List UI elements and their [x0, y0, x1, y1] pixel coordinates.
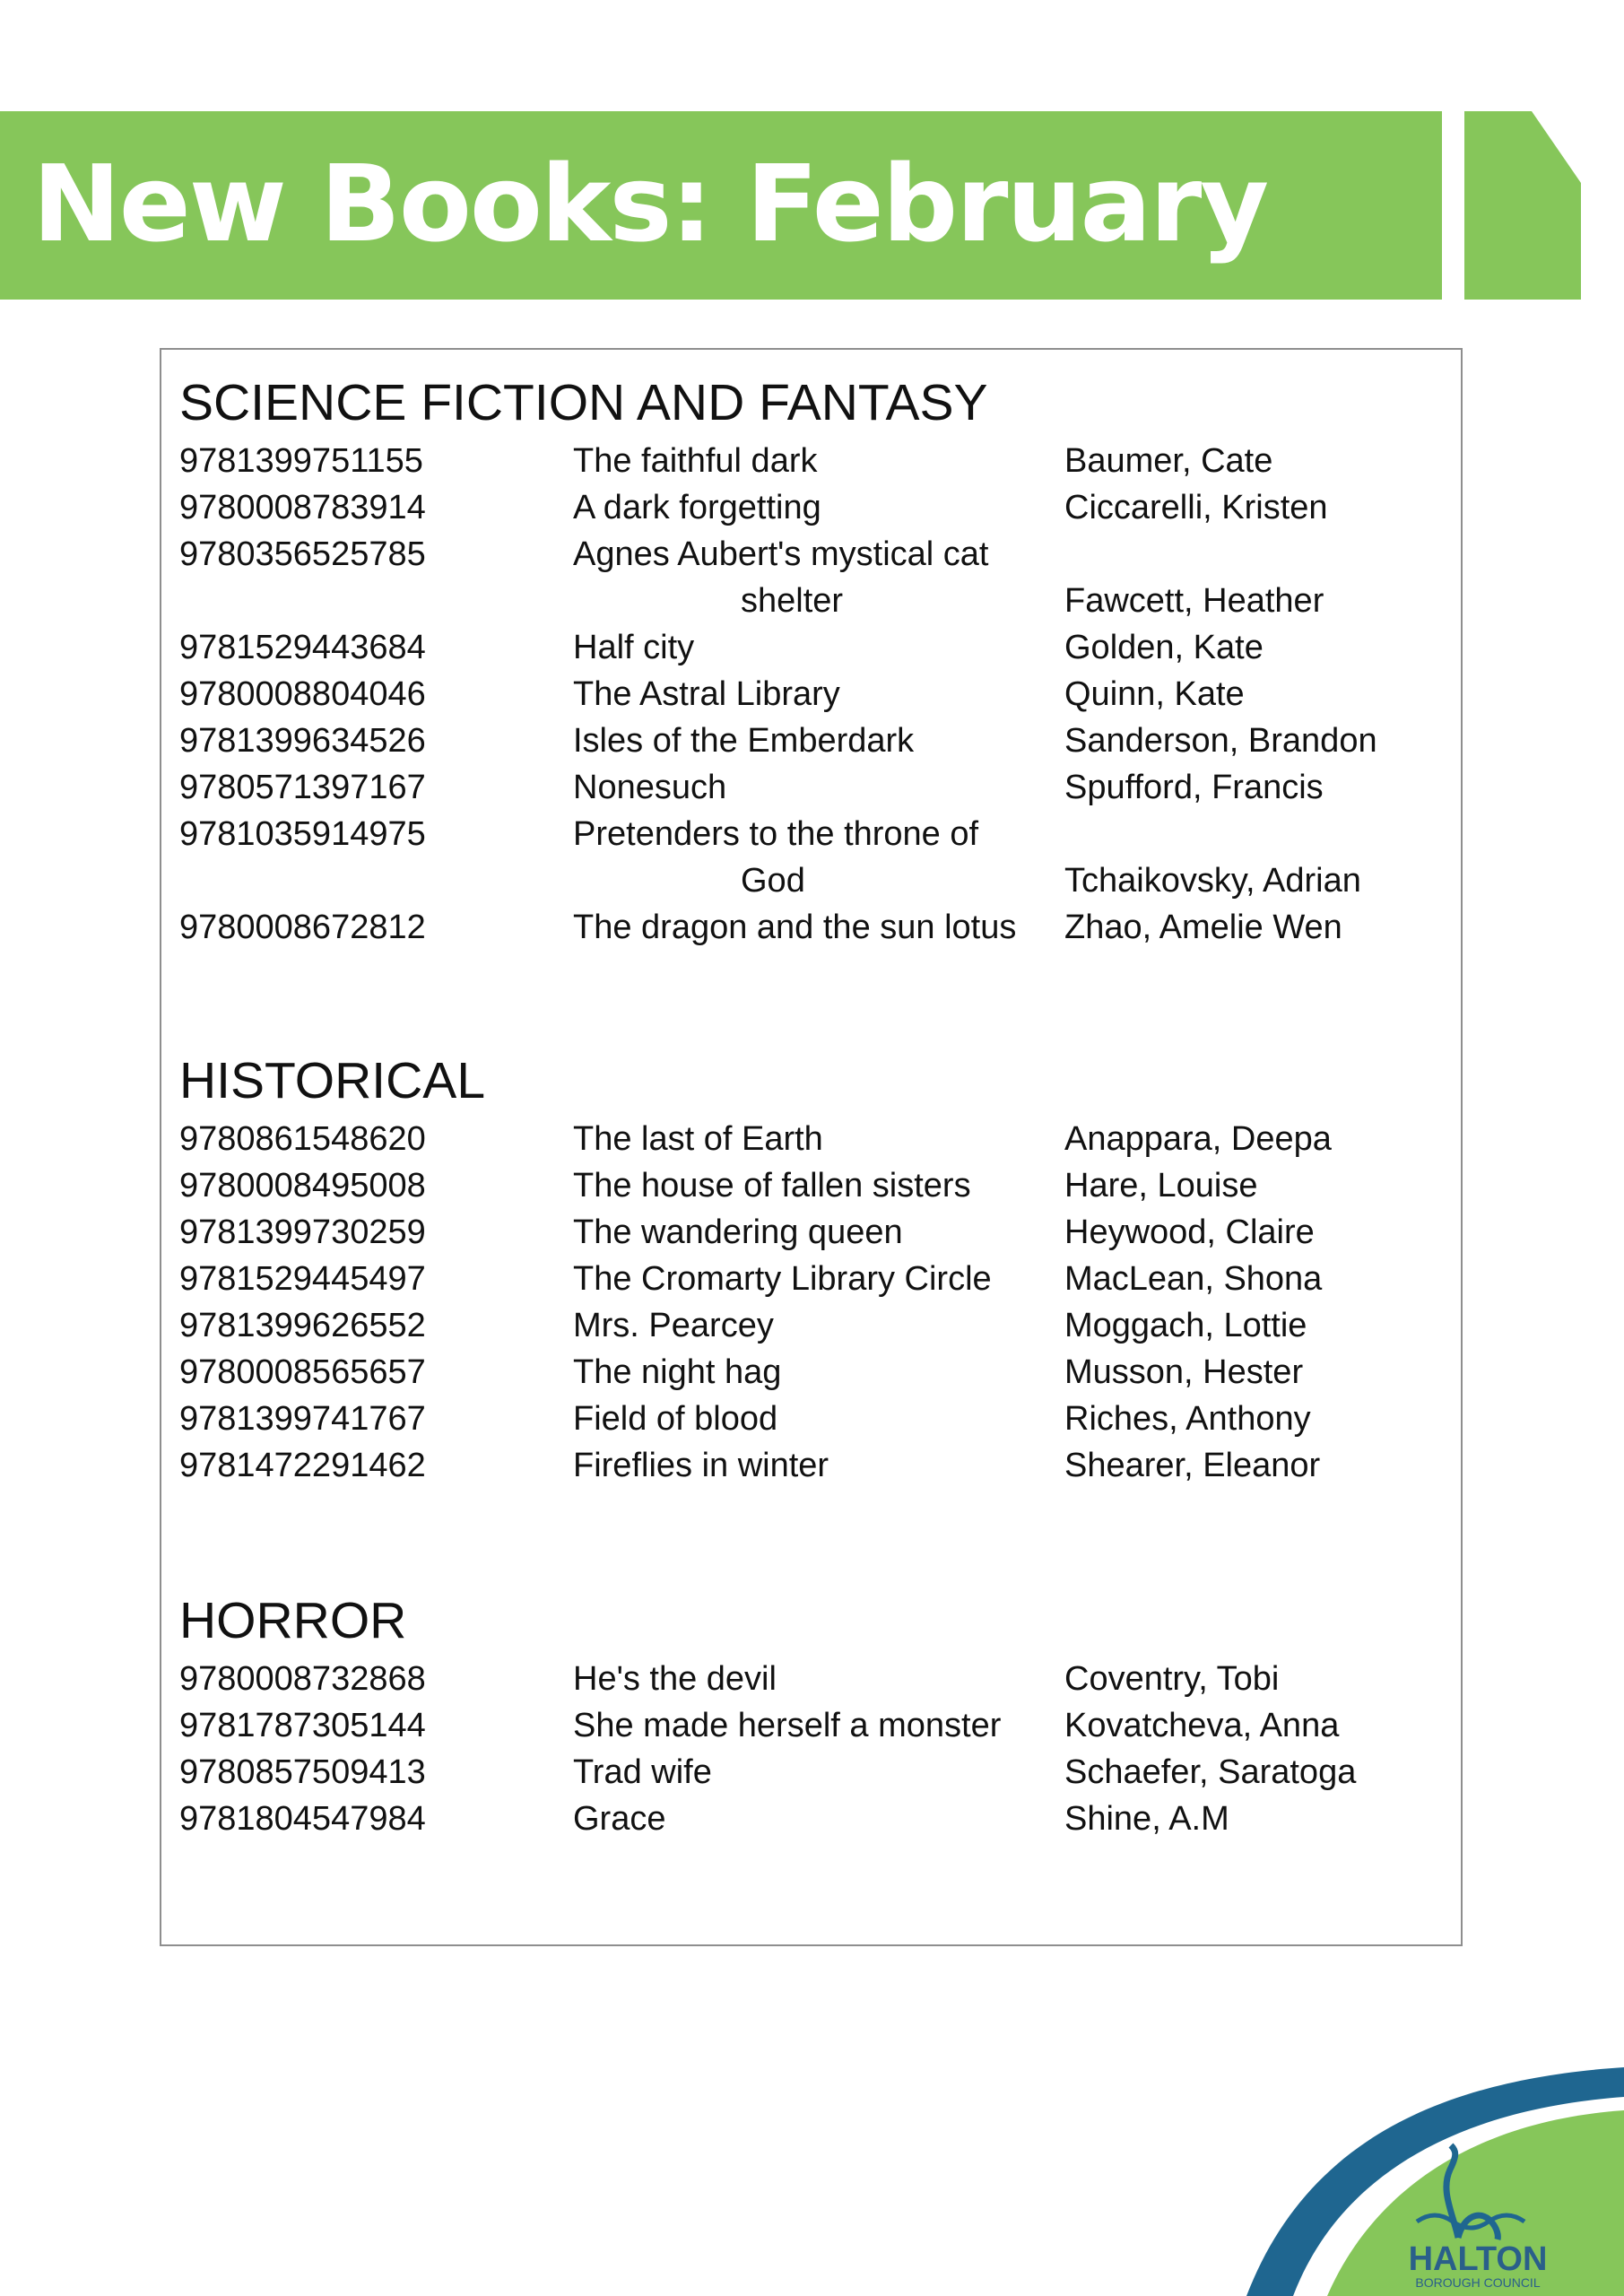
- book-author: Schaefer, Saratoga: [1064, 1753, 1357, 1791]
- book-isbn: 9781472291462: [179, 1447, 426, 1484]
- book-title-line: Fireflies in winter: [573, 1447, 829, 1484]
- book-title: [573, 1256, 1021, 1302]
- section-science-fiction-and-fantasy: [179, 368, 1435, 951]
- book-title-line: The Astral Library: [573, 675, 840, 713]
- book-isbn: 9780008804046: [179, 675, 426, 713]
- book-title-line: The night hag: [573, 1353, 782, 1391]
- book-row: [179, 624, 1435, 671]
- book-row: [179, 1656, 1435, 1702]
- book-title: [573, 1396, 1021, 1442]
- book-author: Hare, Louise: [1064, 1167, 1258, 1205]
- book-author: Kovatcheva, Anna: [1064, 1707, 1340, 1744]
- section-heading: HISTORICAL: [179, 1052, 486, 1109]
- book-author: Ciccarelli, Kristen: [1064, 489, 1328, 526]
- book-row: [179, 1749, 1435, 1796]
- book-author: Quinn, Kate: [1064, 675, 1245, 713]
- book-row: [179, 1162, 1435, 1209]
- book-title-line: He's the devil: [573, 1660, 777, 1698]
- book-isbn: 9781787305144: [179, 1707, 426, 1744]
- book-title: [573, 811, 1021, 904]
- section-horror: [179, 1586, 1435, 1842]
- book-title: [573, 671, 1021, 718]
- book-title: [573, 484, 1021, 531]
- book-title: [573, 1749, 1021, 1796]
- book-title: [573, 1349, 1021, 1396]
- book-isbn: 9781804547984: [179, 1800, 426, 1838]
- book-title-line: Agnes Aubert's mystical cat: [573, 535, 989, 573]
- book-title-line: shelter: [741, 582, 844, 620]
- book-title-line: Half city: [573, 629, 695, 666]
- halton-logo: [1238, 1996, 1624, 2296]
- book-title-line: Isles of the Emberdark: [573, 722, 915, 760]
- book-title: [573, 1162, 1021, 1209]
- book-title: [573, 1796, 1021, 1842]
- book-title-line: A dark forgetting: [573, 489, 821, 526]
- book-row: [179, 438, 1435, 484]
- book-row: [179, 484, 1435, 531]
- book-isbn: 9780008672812: [179, 909, 426, 946]
- book-title: [573, 1302, 1021, 1349]
- book-row: [179, 1396, 1435, 1442]
- book-isbn: 9781399626552: [179, 1307, 426, 1344]
- book-title: [573, 1116, 1021, 1162]
- book-isbn: 9780861548620: [179, 1120, 426, 1158]
- book-title-line: Pretenders to the throne of: [573, 815, 979, 853]
- book-row: [179, 531, 1435, 624]
- book-isbn: 9780008565657: [179, 1353, 426, 1391]
- book-author: Sanderson, Brandon: [1064, 722, 1377, 760]
- book-isbn: 9781529443684: [179, 629, 426, 666]
- book-author: Zhao, Amelie Wen: [1064, 909, 1342, 946]
- book-title-line: Trad wife: [573, 1753, 712, 1791]
- book-row: [179, 1442, 1435, 1489]
- book-row: [179, 811, 1435, 904]
- book-title-line: The wandering queen: [573, 1213, 903, 1251]
- book-isbn: 9781399741767: [179, 1400, 426, 1438]
- book-row: [179, 718, 1435, 764]
- book-title: [573, 438, 1021, 484]
- book-author: Riches, Anthony: [1064, 1400, 1311, 1438]
- section-historical: [179, 1046, 1435, 1489]
- book-isbn: 9781399730259: [179, 1213, 426, 1251]
- book-isbn: 9780571397167: [179, 769, 426, 806]
- book-isbn: 9781399634526: [179, 722, 426, 760]
- book-title-line: The house of fallen sisters: [573, 1167, 971, 1205]
- book-row: [179, 904, 1435, 951]
- book-isbn: 9780356525785: [179, 535, 426, 573]
- book-author: Baumer, Cate: [1064, 442, 1273, 480]
- section-heading: SCIENCE FICTION AND FANTASY: [179, 374, 988, 431]
- book-title-line: Mrs. Pearcey: [573, 1307, 774, 1344]
- book-row: [179, 1796, 1435, 1842]
- book-row: [179, 671, 1435, 718]
- book-row: [179, 1702, 1435, 1749]
- book-author: Shine, A.M: [1064, 1800, 1229, 1838]
- page-title: New Books: February: [32, 142, 1268, 265]
- book-isbn: 9780008732868: [179, 1660, 426, 1698]
- book-author: Anappara, Deepa: [1064, 1120, 1332, 1158]
- book-author: MacLean, Shona: [1064, 1260, 1323, 1298]
- header-banner-tab: [1464, 111, 1581, 300]
- book-title: [573, 718, 1021, 764]
- book-title-line: The faithful dark: [573, 442, 818, 480]
- book-isbn: 9781399751155: [179, 442, 423, 480]
- logo-name: HALTON: [1408, 2240, 1548, 2278]
- book-title-line: She made herself a monster: [573, 1707, 1002, 1744]
- book-title-line: The last of Earth: [573, 1120, 823, 1158]
- book-title: [573, 764, 1021, 811]
- book-isbn: 9780008783914: [179, 489, 426, 526]
- book-row: [179, 1256, 1435, 1302]
- book-title: [573, 624, 1021, 671]
- book-isbn: 9780857509413: [179, 1753, 426, 1791]
- book-author: Golden, Kate: [1064, 629, 1264, 666]
- book-author: Tchaikovsky, Adrian: [1064, 862, 1361, 900]
- book-title: [573, 1702, 1021, 1749]
- book-author: Fawcett, Heather: [1064, 582, 1324, 620]
- book-isbn: 9781529445497: [179, 1260, 426, 1298]
- book-row: [179, 1209, 1435, 1256]
- book-title-line: Grace: [573, 1800, 666, 1838]
- book-title-line: Nonesuch: [573, 769, 727, 806]
- book-isbn: 9781035914975: [179, 815, 426, 853]
- book-author: Coventry, Tobi: [1064, 1660, 1280, 1698]
- book-author: Musson, Hester: [1064, 1353, 1304, 1391]
- book-title-line: Field of blood: [573, 1400, 778, 1438]
- book-title: [573, 531, 1021, 624]
- book-title: [573, 1442, 1021, 1489]
- book-title-line: The Cromarty Library Circle: [573, 1260, 992, 1298]
- book-isbn: 9780008495008: [179, 1167, 426, 1205]
- logo-subtitle: BOROUGH COUNCIL: [1415, 2275, 1541, 2290]
- book-row: [179, 1116, 1435, 1162]
- book-title-line: God: [741, 862, 805, 900]
- book-title-line: The dragon and the sun lotus: [573, 909, 1017, 946]
- book-author: Heywood, Claire: [1064, 1213, 1315, 1251]
- book-author: Moggach, Lottie: [1064, 1307, 1307, 1344]
- book-title: [573, 1209, 1021, 1256]
- section-heading: HORROR: [179, 1592, 407, 1649]
- book-author: Spufford, Francis: [1064, 769, 1324, 806]
- book-row: [179, 1302, 1435, 1349]
- book-title: [573, 1656, 1021, 1702]
- book-title: [573, 904, 1021, 951]
- book-row: [179, 1349, 1435, 1396]
- book-author: Shearer, Eleanor: [1064, 1447, 1321, 1484]
- book-row: [179, 764, 1435, 811]
